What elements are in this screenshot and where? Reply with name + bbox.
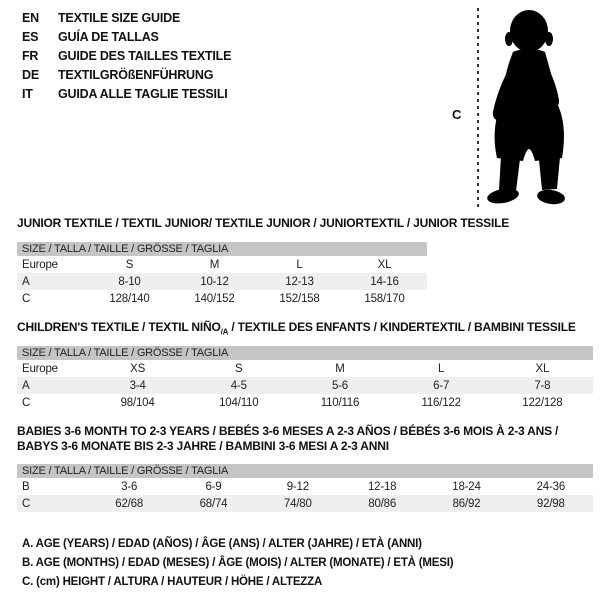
measurement-legend [22,535,453,592]
row-label-cell: C [22,292,31,305]
value-cell: 140/152 [194,292,235,305]
baby-figure [440,0,600,215]
size-header-band: SIZE / TALLA / TAILLE / GRÖSSE / TAGLIA [17,464,593,478]
row-label-cell: Europe [22,362,58,375]
value-cell: 152/158 [279,292,320,305]
height-measure-dashed-line [477,8,479,208]
table-title-line: JUNIOR TEXTILE / TEXTIL JUNIOR/ TEXTILE JUNIOR / JUNIORTEXTIL / JUNIOR TESSILE [17,216,510,230]
value-cell: S [125,258,134,271]
language-label: GUÍA DE TALLAS [58,29,159,44]
value-cell: 98/104 [120,396,155,409]
language-label: TEXTILGRÖßENFÜHRUNG [58,67,214,82]
value-cell: 68/74 [171,495,255,512]
table-title-line: CHILDREN'S TEXTILE / TEXTIL $NIÑO_{/A}$ / TEXTILE DES ENFANTS / KINDERTEXTIL / BAMBINI TESSILE [17,320,576,337]
value-cell: 128/140 [109,292,150,305]
language-row [22,27,231,46]
value-cell: L [296,258,303,271]
table-row [17,495,593,512]
language-code: ES [22,29,39,44]
row-label-cell: C [17,495,87,512]
junior-textile-table [17,216,510,307]
babies-textile-title [17,424,593,454]
language-label: GUIDE DES TAILLES TEXTILE [58,48,232,63]
value-cell: 92/98 [509,495,593,512]
value-cell: 74/80 [256,495,340,512]
value-cell: 116/122 [421,396,461,409]
value-cell: 9-12 [286,480,309,493]
value-cell: 24-36 [536,480,566,493]
value-cell: M [209,258,220,271]
value-cell: XL [535,362,550,375]
value-cell: 86/92 [424,495,508,512]
language-label: TEXTILE SIZE GUIDE [58,10,181,25]
legend-line: A. AGE (YEARS) / EDAD (AÑOS) / ÂGE (ANS) / ALTER (JAHRE) / ETÀ (ANNI) [22,538,422,550]
table-row [17,290,427,307]
row-label-cell: B [22,480,30,493]
size-header-band: SIZE / TALLA / TAILLE / GRÖSSE / TAGLIA [17,346,593,360]
value-cell: 158/170 [364,292,405,305]
table-row [17,478,593,495]
value-cell: 3-4 [87,377,188,394]
value-cell: 18-24 [452,480,481,493]
value-cell: 62/68 [87,495,171,512]
childrens-textile-table [17,320,593,411]
language-row [22,46,231,65]
babies-textile-table [17,424,593,512]
language-code: FR [22,48,39,63]
value-cell: 8-10 [87,273,172,290]
value-cell: 12-18 [367,480,397,493]
table-row [17,256,427,273]
legend-line: C. (cm) HEIGHT / ALTURA / HAUTEUR / HÖHE / ALTEZZA [22,576,323,588]
size-header-band: SIZE / TALLA / TAILLE / GRÖSSE / TAGLIA [17,242,427,256]
language-code: EN [22,10,39,25]
junior-textile-title [17,216,510,230]
value-cell: 122/128 [522,396,563,409]
babies-textile-grid [17,478,593,512]
language-code: DE [22,67,39,82]
baby-silhouette-image [482,8,597,212]
language-list [22,8,231,103]
value-cell: 6-9 [205,480,222,493]
value-cell: S [235,362,243,375]
table-title-line: BABYS 3-6 MONATE BIS 2-3 JAHRE / BAMBINI 3-6 MESI A 2-3 ANNI [17,439,389,453]
row-label-cell: Europe [22,258,58,271]
value-cell: 7-8 [492,377,593,394]
value-cell: 6-7 [391,377,492,394]
table-row [17,377,593,394]
value-cell: 12-13 [257,273,342,290]
legend-line: B. AGE (MONTHS) / EDAD (MESES) / ÂGE (MOIS) / ALTER (MONATE) / ETÀ (MESI) [22,557,454,569]
language-row [22,8,231,27]
value-cell: L [438,362,445,375]
language-row [22,65,231,84]
language-row [22,84,231,103]
childrens-textile-title [17,320,593,337]
height-measure-label: C [452,107,462,122]
row-label-cell: A [17,273,87,290]
value-cell: 14-16 [342,273,427,290]
language-code: IT [22,86,33,101]
junior-textile-grid [17,256,427,307]
row-label-cell: A [17,377,87,394]
value-cell: XL [377,258,392,271]
value-cell: 4-5 [188,377,289,394]
value-cell: 80/86 [340,495,424,512]
value-cell: M [335,362,345,375]
value-cell: XS [130,362,146,375]
row-label-cell: C [22,396,31,409]
value-cell: 5-6 [289,377,390,394]
table-row [17,394,593,411]
value-cell: 110/116 [320,396,360,409]
table-row [17,273,427,290]
value-cell: 3-6 [121,480,138,493]
language-label: GUIDA ALLE TAGLIE TESSILI [58,86,228,101]
value-cell: 10-12 [172,273,257,290]
table-row [17,360,593,377]
childrens-textile-grid [17,360,593,411]
value-cell: 104/110 [219,396,259,409]
table-title-line: BABIES 3-6 MONTH TO 2-3 YEARS / BEBÉS 3-6 MESES A 2-3 AÑOS / BÉBÉS 3-6 MOIS À 2-3 ANS / [17,424,559,438]
